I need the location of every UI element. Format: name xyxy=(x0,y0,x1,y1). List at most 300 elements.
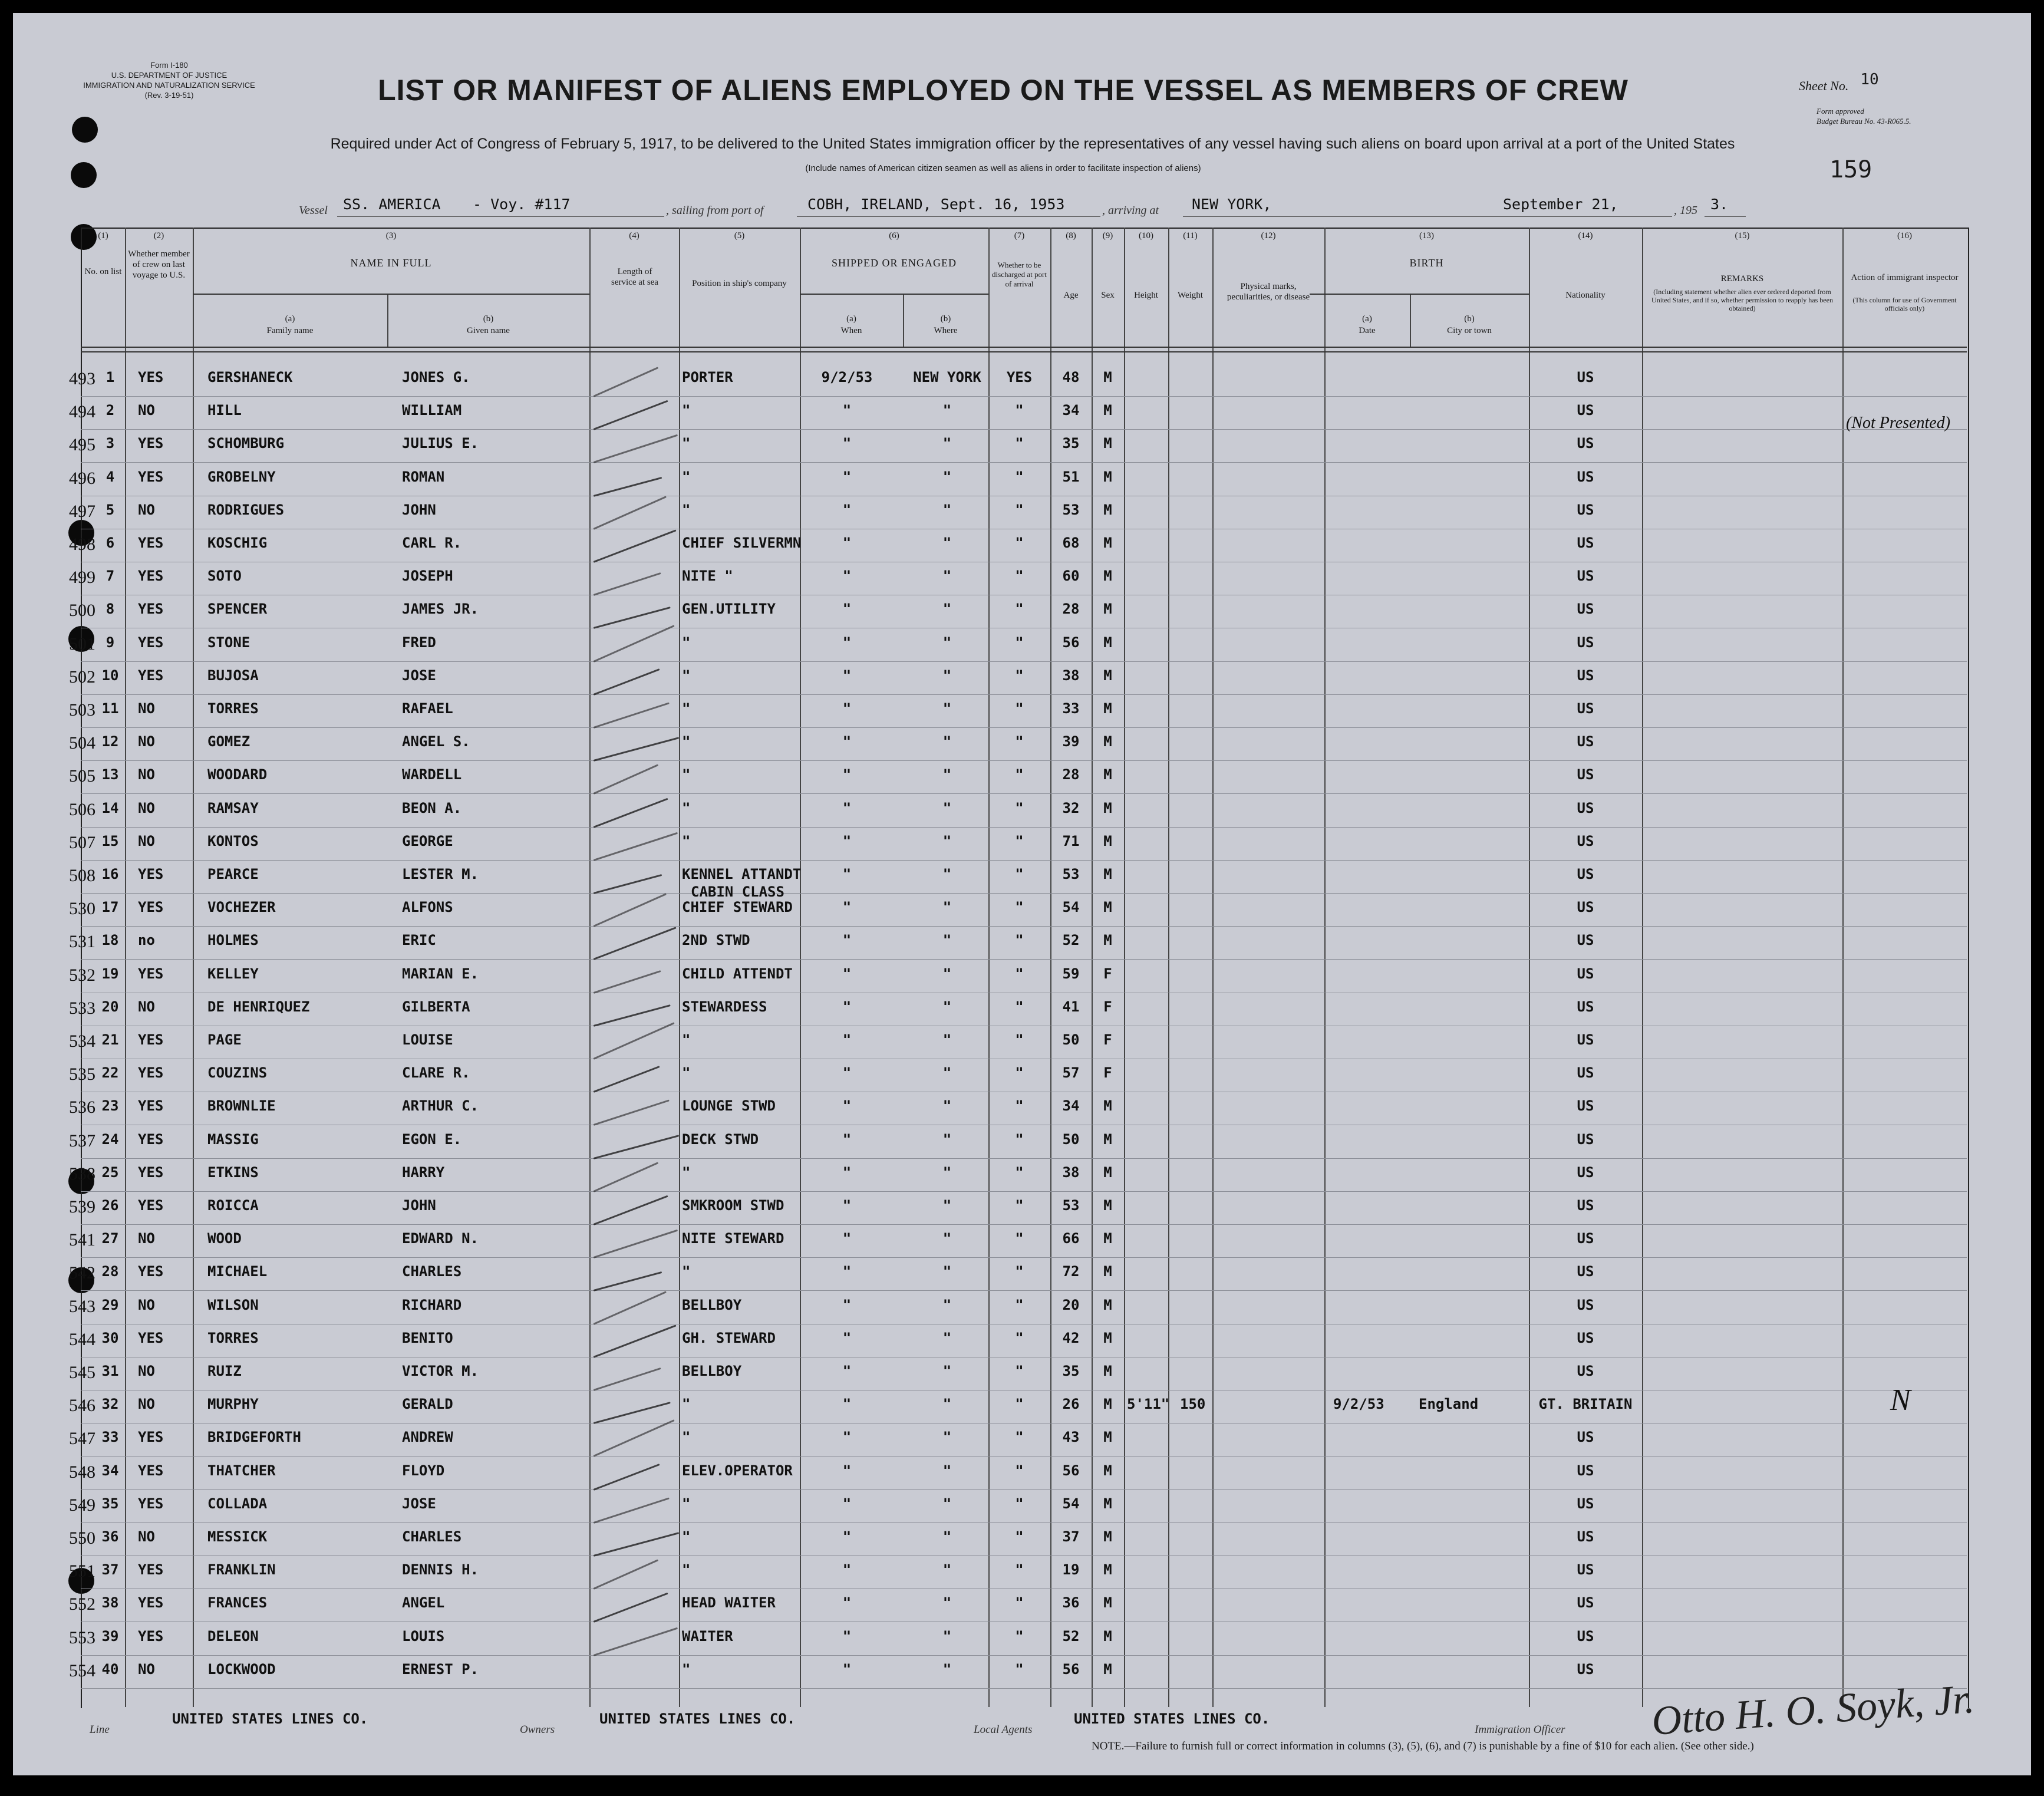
header-divider xyxy=(800,294,988,295)
table-row xyxy=(13,965,2031,998)
row-given-name: GEORGE xyxy=(402,832,453,849)
row-given-name: LOUIS xyxy=(402,1627,445,1645)
table-row xyxy=(13,667,2031,700)
row-list-number: 8 xyxy=(106,601,115,618)
row-list-number: 14 xyxy=(101,799,119,816)
row-shipped-where: " xyxy=(942,866,952,882)
row-position-prefix: CABIN CLASS xyxy=(691,884,784,901)
row-nationality: US xyxy=(1577,468,1594,485)
row-given-name: BENITO xyxy=(402,1329,453,1346)
row-shipped-when: " xyxy=(842,766,852,783)
row-position: STEWARDESS xyxy=(682,998,767,1015)
row-shipped-where: " xyxy=(942,468,952,485)
row-rule xyxy=(81,1688,1967,1689)
row-given-name: DENNIS H. xyxy=(402,1561,479,1578)
row-given-name: JOSE xyxy=(402,667,436,684)
row-position: " xyxy=(682,501,691,518)
row-shipped-where: " xyxy=(942,832,952,849)
row-nationality: US xyxy=(1577,402,1594,419)
row-nationality: US xyxy=(1577,1660,1594,1678)
row-shipped-when: " xyxy=(842,501,852,518)
row-prev-voyage: YES xyxy=(138,568,164,585)
row-rule xyxy=(81,959,1967,960)
row-ref-number: 497 xyxy=(69,501,95,521)
row-age: 48 xyxy=(1062,369,1080,385)
row-given-name: EDWARD N. xyxy=(402,1230,479,1247)
row-prev-voyage: NO xyxy=(138,700,155,717)
row-list-number: 22 xyxy=(101,1065,119,1082)
row-family-name: KOSCHIG xyxy=(207,535,268,551)
col-header-remarks-note: (Including statement whether alien ever ordered deported from United States, and if so, whether permission to reapply has been obtained) xyxy=(1651,288,1833,312)
row-age: 32 xyxy=(1062,799,1080,816)
row-rule xyxy=(81,727,1967,728)
row-family-name: HILL xyxy=(207,402,242,419)
row-sex: M xyxy=(1103,1263,1112,1280)
stamped-page-number: 159 xyxy=(1829,156,1872,183)
row-sex: M xyxy=(1103,568,1112,585)
row-list-number: 13 xyxy=(101,766,119,783)
row-family-name: STONE xyxy=(207,634,250,651)
row-sex: M xyxy=(1103,832,1112,849)
row-discharged: " xyxy=(1015,1032,1024,1048)
row-nationality: US xyxy=(1577,832,1594,849)
row-age: 26 xyxy=(1062,1396,1080,1413)
row-shipped-when: " xyxy=(842,1296,852,1313)
table-row xyxy=(13,1594,2031,1627)
row-discharged: " xyxy=(1015,899,1024,916)
table-row xyxy=(13,1429,2031,1462)
row-given-name: VICTOR M. xyxy=(402,1363,479,1379)
footer-note: NOTE.—Failure to furnish full or correct information in columns (3), (5), (6), and (7) is punishable by a fine of $10 for each alien. (See other side.) xyxy=(1092,1740,1754,1752)
table-row xyxy=(13,369,2031,402)
row-sex: M xyxy=(1103,1230,1112,1247)
row-shipped-where: " xyxy=(942,634,952,651)
row-shipped-where: " xyxy=(942,700,952,717)
row-shipped-when: " xyxy=(842,1627,852,1645)
row-position: NITE STEWARD xyxy=(682,1230,784,1247)
row-shipped-where: " xyxy=(942,932,952,949)
row-family-name: VOCHEZER xyxy=(207,899,276,916)
row-ref-number: 495 xyxy=(69,435,95,455)
row-sex: M xyxy=(1103,435,1112,452)
col-header-birth: BIRTH xyxy=(1409,257,1444,269)
row-age: 37 xyxy=(1062,1528,1080,1545)
vessel-label: Vessel xyxy=(299,204,328,217)
row-discharged: " xyxy=(1015,667,1024,684)
row-rule xyxy=(81,1224,1967,1225)
row-discharged: " xyxy=(1015,998,1024,1015)
row-nationality: US xyxy=(1577,1363,1594,1379)
row-sex: M xyxy=(1103,799,1112,816)
row-shipped-where: " xyxy=(942,435,952,452)
row-list-number: 2 xyxy=(106,402,115,419)
row-family-name: GOMEZ xyxy=(207,733,250,750)
row-position: BELLBOY xyxy=(682,1296,742,1313)
row-nationality: US xyxy=(1577,535,1594,551)
row-list-number: 32 xyxy=(101,1396,119,1413)
row-shipped-where: " xyxy=(942,1495,952,1512)
row-given-name: RICHARD xyxy=(402,1296,462,1313)
row-discharged: " xyxy=(1015,1263,1024,1280)
row-prev-voyage: YES xyxy=(138,899,164,916)
col-header-sex: Sex xyxy=(1101,291,1115,300)
row-rule xyxy=(81,1158,1967,1159)
col-header-inspector-note: (This column for use of Government officials only) xyxy=(1852,296,1957,312)
row-list-number: 34 xyxy=(101,1462,119,1479)
table-row xyxy=(13,1164,2031,1197)
row-prev-voyage: YES xyxy=(138,1032,164,1048)
form-line: U.S. DEPARTMENT OF JUSTICE xyxy=(111,71,228,80)
row-list-number: 37 xyxy=(101,1561,119,1578)
form-line: IMMIGRATION AND NATURALIZATION SERVICE xyxy=(83,81,255,90)
row-position: " xyxy=(682,700,691,717)
row-prev-voyage: NO xyxy=(138,501,155,518)
row-shipped-when: " xyxy=(842,965,852,982)
row-list-number: 3 xyxy=(106,435,115,452)
table-row xyxy=(13,1628,2031,1661)
row-nationality: US xyxy=(1577,1627,1594,1645)
row-shipped-when: " xyxy=(842,1098,852,1115)
row-discharged: " xyxy=(1015,799,1024,816)
row-nationality: US xyxy=(1577,766,1594,783)
row-position: " xyxy=(682,1396,691,1413)
row-prev-voyage: no xyxy=(138,932,155,949)
form-identifier xyxy=(81,60,258,100)
row-shipped-when: " xyxy=(842,1462,852,1479)
row-list-number: 19 xyxy=(101,965,119,982)
row-sex: M xyxy=(1103,1197,1112,1214)
row-list-number: 33 xyxy=(101,1429,119,1446)
row-discharged: YES xyxy=(1006,369,1033,385)
table-row xyxy=(13,1495,2031,1528)
row-family-name: ROICCA xyxy=(207,1197,259,1214)
table-row xyxy=(13,1197,2031,1230)
row-list-number: 28 xyxy=(101,1263,119,1280)
row-given-name: JOSE xyxy=(402,1495,436,1512)
row-shipped-when: " xyxy=(842,1329,852,1346)
row-age: 56 xyxy=(1062,634,1080,651)
row-age: 59 xyxy=(1062,965,1080,982)
table-row xyxy=(13,469,2031,502)
row-given-name: HARRY xyxy=(402,1164,445,1181)
row-given-name: CHARLES xyxy=(402,1263,462,1280)
row-nationality: US xyxy=(1577,1131,1594,1148)
row-shipped-when: " xyxy=(842,1197,852,1214)
row-given-name: LOUISE xyxy=(402,1032,453,1048)
col-header-height: Height xyxy=(1134,291,1158,300)
table-row xyxy=(13,1098,2031,1131)
row-discharged: " xyxy=(1015,1528,1024,1545)
row-shipped-when: " xyxy=(842,402,852,419)
row-height: 5'11" xyxy=(1127,1396,1170,1413)
header-divider xyxy=(1310,294,1529,295)
col-num: (8) xyxy=(1066,231,1076,240)
row-position: " xyxy=(682,1660,691,1678)
row-nationality: US xyxy=(1577,1230,1594,1247)
row-prev-voyage: YES xyxy=(138,601,164,618)
row-position: BELLBOY xyxy=(682,1363,742,1379)
row-discharged: " xyxy=(1015,1164,1024,1181)
row-prev-voyage: YES xyxy=(138,1561,164,1578)
row-family-name: MURPHY xyxy=(207,1396,259,1413)
voyage-number: - Voy. #117 xyxy=(473,196,571,213)
row-position: NITE " xyxy=(682,568,733,585)
table-row xyxy=(13,502,2031,535)
table-row xyxy=(13,1263,2031,1296)
row-nationality: US xyxy=(1577,1296,1594,1313)
row-nationality: US xyxy=(1577,369,1594,385)
row-list-number: 16 xyxy=(101,866,119,882)
row-family-name: RAMSAY xyxy=(207,799,259,816)
row-given-name: EGON E. xyxy=(402,1131,462,1148)
col-num: (16) xyxy=(1897,231,1912,240)
row-sex: M xyxy=(1103,1462,1112,1479)
row-shipped-where: " xyxy=(942,601,952,618)
row-given-name: ERNEST P. xyxy=(402,1660,479,1678)
col-num: (6) xyxy=(889,231,899,240)
row-birth-place: England xyxy=(1419,1396,1479,1413)
row-discharged: " xyxy=(1015,1065,1024,1082)
row-shipped-when: " xyxy=(842,1230,852,1247)
row-sex: M xyxy=(1103,634,1112,651)
row-shipped-when: " xyxy=(842,1131,852,1148)
row-ref-number: 541 xyxy=(69,1230,95,1250)
row-discharged: " xyxy=(1015,1660,1024,1678)
sailing-from: COBH, IRELAND, Sept. 16, 1953 xyxy=(807,196,1065,213)
row-position: CHIEF SILVERMN xyxy=(682,535,802,551)
row-nationality: US xyxy=(1577,1197,1594,1214)
col-header-when: When xyxy=(840,326,862,335)
row-discharged: " xyxy=(1015,1131,1024,1148)
row-shipped-when: " xyxy=(842,998,852,1015)
table-row xyxy=(13,1561,2031,1594)
row-prev-voyage: YES xyxy=(138,1495,164,1512)
table-row xyxy=(13,998,2031,1032)
row-shipped-where: " xyxy=(942,1098,952,1115)
col-header-number: No. on list xyxy=(84,267,122,276)
col-header-physical: Physical marks, peculiarities, or disease xyxy=(1227,282,1310,302)
row-shipped-when: " xyxy=(842,1164,852,1181)
row-shipped-where: " xyxy=(942,1363,952,1379)
row-nationality: US xyxy=(1577,799,1594,816)
col-num: (12) xyxy=(1261,231,1276,240)
col-header-given-name: Given name xyxy=(467,326,510,335)
row-prev-voyage: YES xyxy=(138,1098,164,1115)
row-sex: M xyxy=(1103,1363,1112,1379)
row-sex: M xyxy=(1103,899,1112,916)
row-ref-number: 504 xyxy=(69,733,95,753)
row-position: " xyxy=(682,1032,691,1048)
underline xyxy=(797,216,1100,217)
row-nationality: US xyxy=(1577,601,1594,618)
row-shipped-when: " xyxy=(842,435,852,452)
row-family-name: BROWNLIE xyxy=(207,1098,276,1115)
row-prev-voyage: NO xyxy=(138,1660,155,1678)
row-given-name: ARTHUR C. xyxy=(402,1098,479,1115)
header-bottom-rule xyxy=(81,347,1967,348)
row-sex: M xyxy=(1103,1561,1112,1578)
agents-value: UNITED STATES LINES CO. xyxy=(1074,1711,1270,1727)
arriving-at: NEW YORK, xyxy=(1192,196,1272,213)
col-header-weight: Weight xyxy=(1178,291,1203,300)
row-shipped-when: " xyxy=(842,601,852,618)
row-shipped-where: " xyxy=(942,1594,952,1612)
row-nationality: US xyxy=(1577,1065,1594,1082)
row-shipped-when: " xyxy=(842,1429,852,1446)
row-age: 54 xyxy=(1062,1495,1080,1512)
row-family-name: SCHOMBURG xyxy=(207,435,285,452)
row-age: 38 xyxy=(1062,667,1080,684)
col-num: (9) xyxy=(1102,231,1113,240)
row-family-name: ETKINS xyxy=(207,1164,259,1181)
row-shipped-when: " xyxy=(842,1363,852,1379)
row-position: ELEV.OPERATOR xyxy=(682,1462,793,1479)
page-title: LIST OR MANIFEST OF ALIENS EMPLOYED ON THE VESSEL AS MEMBERS OF CREW xyxy=(378,74,1628,107)
table-row xyxy=(13,766,2031,799)
row-sex: M xyxy=(1103,667,1112,684)
row-given-name: JONES G. xyxy=(402,369,470,385)
row-list-number: 30 xyxy=(101,1329,119,1346)
row-shipped-where: " xyxy=(942,1429,952,1446)
not-presented-note: (Not Presented) xyxy=(1846,414,1951,432)
row-given-name: FLOYD xyxy=(402,1462,445,1479)
row-shipped-when: " xyxy=(842,1032,852,1048)
row-ref-number: 535 xyxy=(69,1065,95,1085)
row-prev-voyage: NO xyxy=(138,799,155,816)
row-shipped-where: " xyxy=(942,965,952,982)
row-shipped-where: " xyxy=(942,1197,952,1214)
row-list-number: 11 xyxy=(101,700,119,717)
row-shipped-when: " xyxy=(842,568,852,585)
row-list-number: 5 xyxy=(106,501,115,518)
row-prev-voyage: YES xyxy=(138,866,164,882)
row-prev-voyage: YES xyxy=(138,1164,164,1181)
row-ref-number: 498 xyxy=(69,535,95,554)
row-shipped-where: " xyxy=(942,1296,952,1313)
row-prev-voyage: YES xyxy=(138,468,164,485)
row-family-name: FRANCES xyxy=(207,1594,268,1612)
table-row xyxy=(13,402,2031,435)
row-given-name: CLARE R. xyxy=(402,1065,470,1082)
table-row xyxy=(13,1330,2031,1363)
row-position: LOUNGE STWD xyxy=(682,1098,776,1115)
row-ref-number: 549 xyxy=(69,1495,95,1515)
row-discharged: " xyxy=(1015,501,1024,518)
row-discharged: " xyxy=(1015,866,1024,882)
col-num: (10) xyxy=(1139,231,1153,240)
row-nationality: US xyxy=(1577,1594,1594,1612)
row-prev-voyage: YES xyxy=(138,369,164,385)
row-list-number: 20 xyxy=(101,998,119,1015)
approval-line: Budget Bureau No. 43-R065.5. xyxy=(1816,117,1911,126)
row-discharged: " xyxy=(1015,932,1024,949)
row-discharged: " xyxy=(1015,733,1024,750)
row-sex: F xyxy=(1103,965,1112,982)
row-nationality: US xyxy=(1577,998,1594,1015)
row-sex: M xyxy=(1103,1594,1112,1612)
row-family-name: TORRES xyxy=(207,1329,259,1346)
row-position: 2ND STWD xyxy=(682,932,750,949)
row-age: 34 xyxy=(1062,1098,1080,1115)
row-nationality: US xyxy=(1577,1462,1594,1479)
row-given-name: MARIAN E. xyxy=(402,965,479,982)
row-family-name: PEARCE xyxy=(207,866,259,882)
line-label: Line xyxy=(90,1723,110,1736)
row-given-name: ALFONS xyxy=(402,899,453,916)
row-given-name: LESTER M. xyxy=(402,866,479,882)
col-num: (4) xyxy=(629,231,639,240)
row-age: 53 xyxy=(1062,501,1080,518)
col-num: (3) xyxy=(385,231,397,240)
row-family-name: DELEON xyxy=(207,1627,259,1645)
row-shipped-when: " xyxy=(842,1660,852,1678)
row-shipped-when: " xyxy=(842,899,852,916)
row-given-name: JAMES JR. xyxy=(402,601,479,618)
row-position: " xyxy=(682,1495,691,1512)
row-discharged: " xyxy=(1015,1594,1024,1612)
row-discharged: " xyxy=(1015,1098,1024,1115)
punch-hole xyxy=(72,117,98,143)
row-shipped-when: " xyxy=(842,866,852,882)
row-nationality: US xyxy=(1577,1495,1594,1512)
row-list-number: 1 xyxy=(106,369,115,385)
row-sex: M xyxy=(1103,766,1112,783)
row-position: HEAD WAITER xyxy=(682,1594,776,1612)
col-header-inspector: Action of immigrant inspector xyxy=(1851,273,1959,282)
row-sex: F xyxy=(1103,1032,1112,1048)
row-nationality: US xyxy=(1577,501,1594,518)
row-prev-voyage: YES xyxy=(138,1429,164,1446)
col-num: (5) xyxy=(734,231,745,240)
row-discharged: " xyxy=(1015,1230,1024,1247)
row-given-name: WARDELL xyxy=(402,766,462,783)
row-position: CHILD ATTENDT xyxy=(682,965,793,982)
row-shipped-where: " xyxy=(942,568,952,585)
row-ref-number: 534 xyxy=(69,1032,95,1051)
row-prev-voyage: NO xyxy=(138,402,155,419)
row-nationality: US xyxy=(1577,1329,1594,1346)
subtitle: Required under Act of Congress of February 5, 1917, to be delivered to the United States immigration officer by the representatives of any vessel having such aliens on board upon arrival at a port of the United States xyxy=(330,136,1735,152)
agents-label: Local Agents xyxy=(974,1723,1033,1736)
row-prev-voyage: NO xyxy=(138,1296,155,1313)
row-shipped-where: " xyxy=(942,766,952,783)
col-header-discharged: Whether to be discharged at port of arrival xyxy=(992,261,1047,288)
row-ref-number: 550 xyxy=(69,1528,95,1548)
row-prev-voyage: YES xyxy=(138,1594,164,1612)
row-sex: M xyxy=(1103,402,1112,419)
table-row xyxy=(13,1230,2031,1263)
row-prev-voyage: YES xyxy=(138,667,164,684)
row-position: " xyxy=(682,766,691,783)
row-nationality: US xyxy=(1577,1528,1594,1545)
row-shipped-where: " xyxy=(942,501,952,518)
row-age: 52 xyxy=(1062,1627,1080,1645)
row-position: " xyxy=(682,634,691,651)
row-ref-number: 508 xyxy=(69,866,95,885)
row-position: " xyxy=(682,799,691,816)
row-age: 34 xyxy=(1062,402,1080,419)
row-rule xyxy=(81,1489,1967,1490)
col-sub-num: (a) xyxy=(846,314,856,324)
row-discharged: " xyxy=(1015,435,1024,452)
col-header-position: Position in ship's company xyxy=(692,279,787,288)
row-age: 35 xyxy=(1062,435,1080,452)
row-shipped-where: " xyxy=(942,1462,952,1479)
table-row xyxy=(13,800,2031,833)
row-shipped-when: " xyxy=(842,1495,852,1512)
row-prev-voyage: YES xyxy=(138,1131,164,1148)
row-rule xyxy=(81,661,1967,662)
